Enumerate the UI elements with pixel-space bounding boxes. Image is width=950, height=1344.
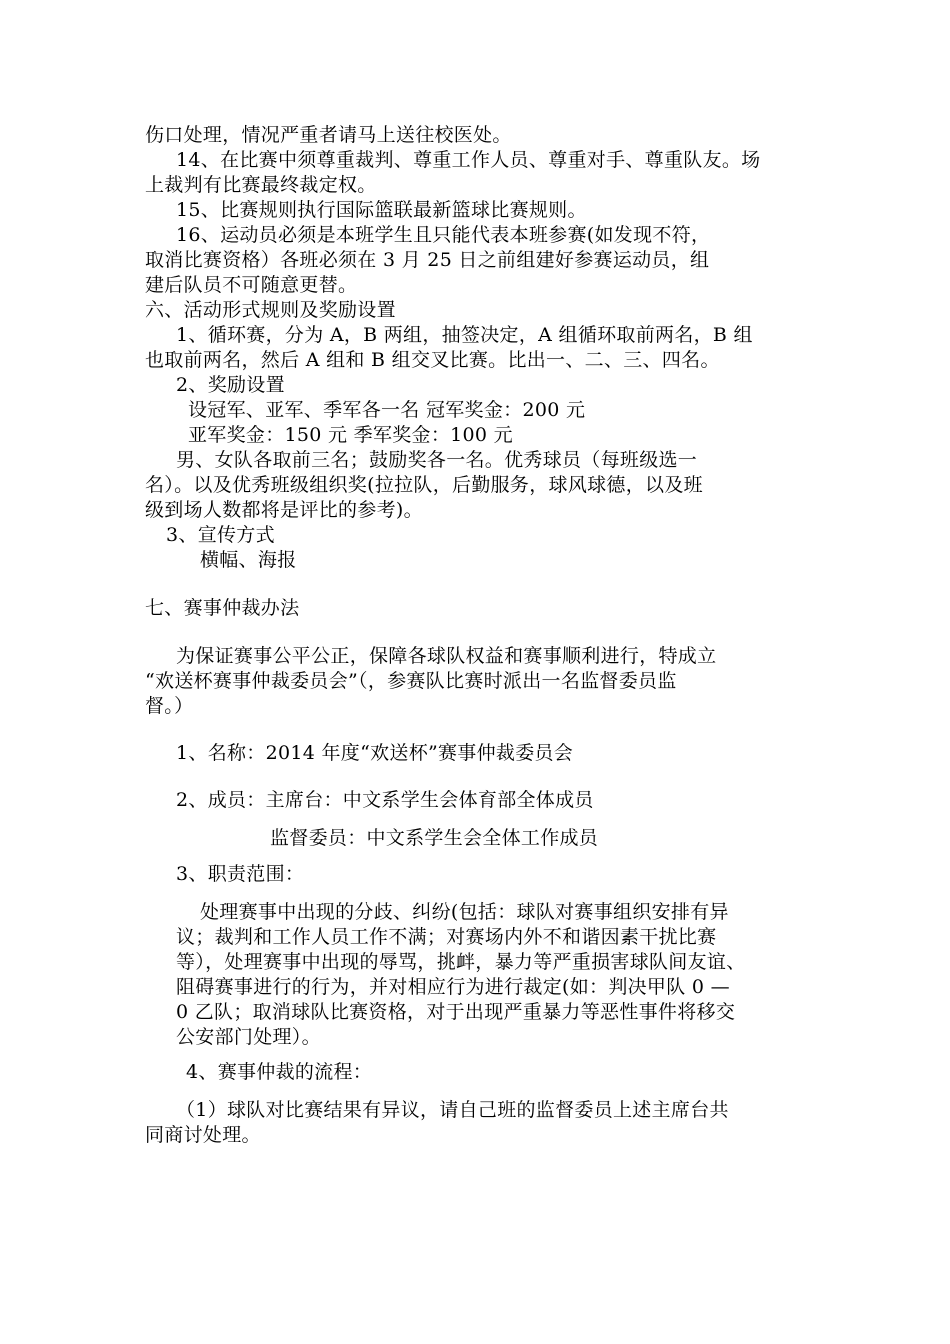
section-heading: 七、赛事仲裁办法 — [145, 597, 300, 619]
text-line: 14、在比赛中须尊重裁判、尊重工作人员、尊重对手、尊重队友。场 — [176, 149, 761, 171]
text-line: 取消比赛资格）各班必须在 3 月 25 日之前组建好参赛运动员，组 — [145, 249, 710, 271]
text-line: 设冠军、亚军、季军各一名 冠军奖金：200 元 — [188, 399, 586, 421]
text-line: 议；裁判和工作人员工作不满；对赛场内外不和谐因素干扰比赛 — [176, 926, 717, 948]
text-line: 男、女队各取前三名；鼓励奖各一名。优秀球员（每班级选一 — [176, 449, 698, 471]
text-line: 为保证赛事公平公正，保障各球队权益和赛事顺利进行，特成立 — [176, 645, 717, 667]
text-line: 上裁判有比赛最终裁定权。 — [145, 174, 377, 196]
text-line: 2、奖励设置 — [176, 374, 285, 396]
text-line: 15、比赛规则执行国际篮联最新篮球比赛规则。 — [176, 199, 587, 221]
text-line: 名）。以及优秀班级组织奖(拉拉队，后勤服务，球风球德，以及班 — [145, 474, 703, 496]
text-line: 等），处理赛事中出现的辱骂，挑衅，暴力等严重损害球队间友谊、 — [176, 951, 746, 973]
text-line: 阻碍赛事进行的行为，并对相应行为进行裁定(如：判决甲队 0 — — [176, 976, 730, 998]
section-heading: 六、活动形式规则及奖励设置 — [145, 299, 396, 321]
text-line: 也取前两名，然后 A 组和 B 组交叉比赛。比出一、二、三、四名。 — [145, 349, 720, 371]
text-line: 建后队员不可随意更替。 — [145, 274, 358, 296]
text-line: 级到场人数都将是评比的参考)。 — [145, 499, 423, 521]
text-line: “欢送杯赛事仲裁委员会”（，参赛队比赛时派出一名监督委员监 — [145, 670, 677, 692]
text-line: 亚军奖金：150 元 季军奖金：100 元 — [188, 424, 513, 446]
text-line: 监督委员：中文系学生会全体工作成员 — [270, 827, 599, 849]
text-line: 公安部门处理）。 — [176, 1026, 321, 1048]
text-line: 3、宣传方式 — [166, 524, 275, 546]
text-line: （1）球队对比赛结果有异议，请自己班的监督委员上述主席台共 — [176, 1099, 729, 1121]
text-line: 3、职责范围： — [176, 863, 305, 885]
text-line: 4、赛事仲裁的流程： — [186, 1061, 373, 1083]
text-line: 处理赛事中出现的分歧、纠纷(包括：球队对赛事组织安排有异 — [200, 901, 729, 923]
text-line: 督。） — [145, 695, 194, 717]
text-line: 横幅、海报 — [200, 549, 297, 571]
text-line: 2、成员：主席台：中文系学生会体育部全体成员 — [176, 789, 594, 811]
text-line: 1、循环赛，分为 A，B 两组，抽签决定，A 组循环取前两名，B 组 — [176, 324, 753, 346]
text-line: 同商讨处理。 — [145, 1124, 261, 1146]
text-line: 0 乙队；取消球队比赛资格，对于出现严重暴力等恶性事件将移交 — [176, 1001, 736, 1023]
text-line: 伤口处理，情况严重者请马上送往校医处。 — [145, 124, 512, 146]
text-line: 1、名称：2014 年度“欢送杯”赛事仲裁委员会 — [176, 742, 574, 764]
text-line: 16、运动员必须是本班学生且只能代表本班参赛(如发现不符， — [176, 224, 711, 246]
